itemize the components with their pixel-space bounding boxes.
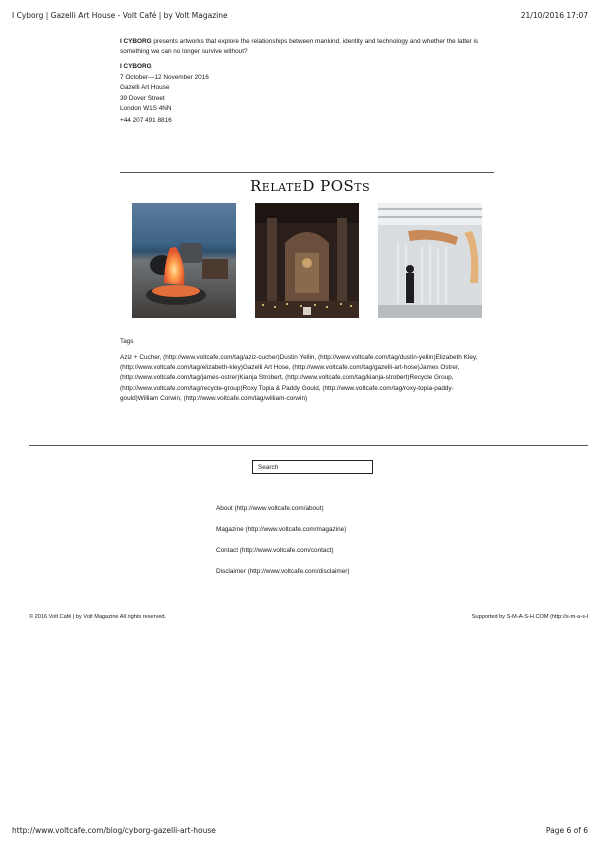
related-post-thumb-3[interactable] — [378, 203, 482, 318]
print-footer-page: Page 6 of 6 — [545, 826, 588, 835]
fire-sculpture-image — [132, 203, 236, 318]
related-post-thumb-1[interactable] — [132, 203, 236, 318]
venue-dates: 7 October—12 November 2016 — [120, 73, 209, 81]
tags-title: Tags — [120, 338, 134, 345]
footer-link-disclaimer[interactable]: Disclaimer (http://www.voltcafe.com/disclaimer) — [216, 568, 350, 575]
copyright-text: © 2016 Volt Café | by Volt Magazine All rights reserved. — [29, 614, 167, 620]
related-posts-heading: RelateD POSts — [250, 177, 371, 195]
footer-divider — [29, 445, 588, 446]
related-post-thumb-2[interactable] — [255, 203, 359, 318]
intro-paragraph — [120, 37, 492, 57]
footer-link-contact[interactable]: Contact (http://www.voltcafe.com/contact) — [216, 547, 334, 554]
venue-title: I CYBORG — [120, 63, 152, 70]
print-header-title: I Cyborg | Gazelli Art House - Volt Café | by Volt Magazine — [12, 11, 228, 20]
church-interior-image — [255, 203, 359, 318]
venue-city: London W1S 4NN — [120, 105, 172, 113]
print-footer-url: http://www.voltcafe.com/blog/cyborg-gazelli-art-house — [12, 826, 216, 835]
divider — [120, 172, 494, 173]
intro-text: presents artworks that explore the relationships between mankind, identity and technology and whether the latter is something we can no longer survive without? — [120, 38, 479, 55]
intro-bold: I CYBORG — [120, 38, 152, 45]
supported-by-link[interactable]: Supported by S-M-A-S-H.COM (http://s-m-a-s-l — [471, 614, 588, 620]
venue-phone: +44 207 491 8816 — [120, 117, 172, 124]
venue-name: Gazelli Art House — [120, 84, 170, 92]
footer-link-magazine[interactable]: Magazine (http://www.voltcafe.com/magazine) — [216, 526, 347, 533]
venue-street: 39 Dover Street — [120, 94, 165, 102]
footer-link-about[interactable]: About (http://www.voltcafe.com/about) — [216, 505, 324, 512]
print-header-datetime: 21/10/2016 17:07 — [520, 11, 588, 20]
gallery-installation-image — [378, 203, 482, 318]
venue-info — [120, 62, 209, 115]
tags-list[interactable]: Aziz + Cucher, (http://www.voltcafe.com/tag/aziz-cucher)Dustin Yellin, (http://www.voltcafe.com/tag/dustin-yellin)Elizabeth Kley, (http://www.voltcafe.com/tag/elizabeth-kley)Gazelli Art Hose, (http://www.voltcafe.com/tag/gazelli-art-hose)James Ostrer, (http://www.voltcafe.com/tag/james-ostrer)Kianja Strobert, (http://www.voltcafe.com/tag/kianja-strobert)Recycle Group, (http://www.voltcafe.com/tag/recycle-group)Roxy Topia & Paddy Gould, (http://www.voltcafe.com/tag/roxy-topia-paddy-gould)William Corwin, (http://www.voltcafe.com/tag/william-corwin) — [120, 354, 478, 402]
search-input[interactable] — [252, 460, 373, 474]
